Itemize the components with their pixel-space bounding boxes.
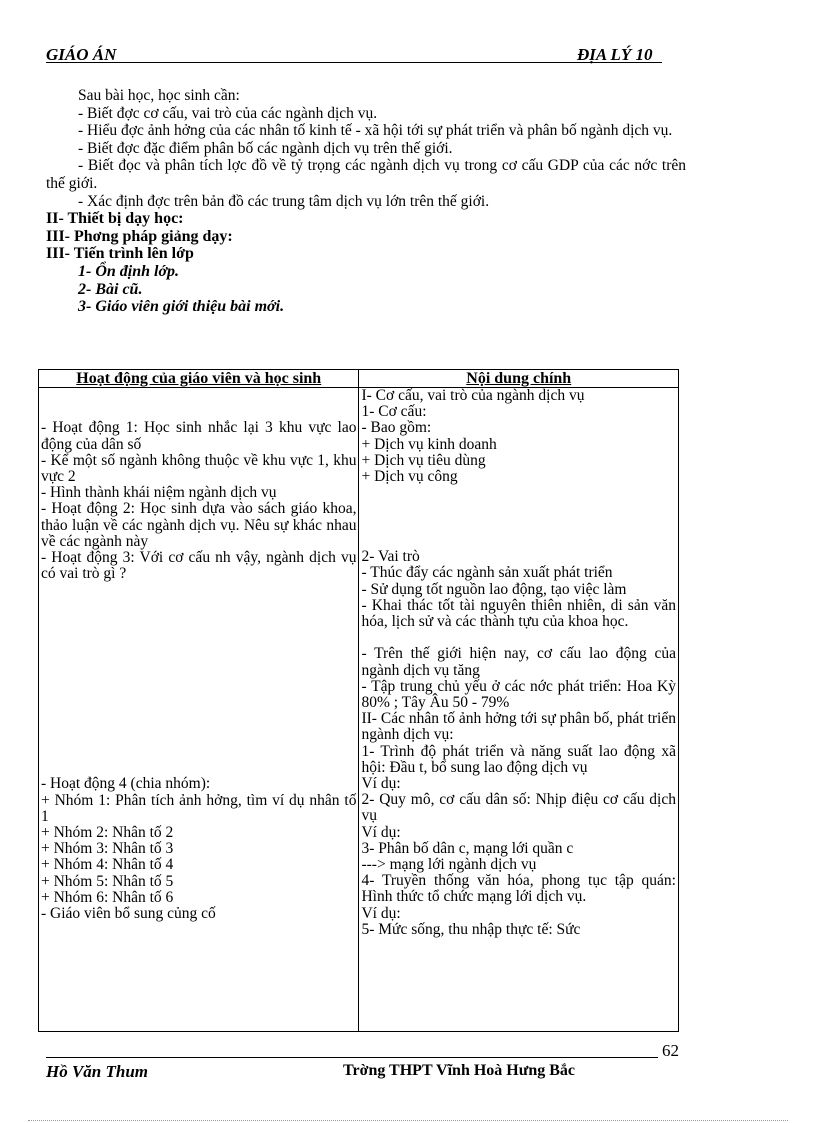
header-rule [46, 62, 662, 63]
table-line: + Nhóm 2: Nhân tố 2 [41, 824, 174, 842]
footer-author: Hồ Văn Thum [46, 1062, 149, 1081]
table-line: 3- Phân bố dân c, mạng lới quần c [361, 839, 574, 857]
activity-block-2 [41, 776, 356, 922]
table-line: I- Cơ cấu, vai trò của ngành dịch vụ [361, 387, 585, 404]
table-line: Ví dụ: [361, 904, 401, 922]
table-line: Ví dụ: [361, 823, 401, 841]
content-block-1 [361, 388, 676, 485]
table-line: + Nhóm 1: Phân tích ảnh hởng, tìm ví dụ nhân tố 1 [41, 791, 357, 825]
table-line: 1- Cơ cấu: [361, 403, 427, 421]
activity-block-1 [41, 420, 356, 582]
table-line: + Nhóm 3: Nhân tố 3 [41, 840, 174, 858]
table-line: + Nhóm 6: Nhân tố 6 [41, 888, 174, 906]
table-line: - Sử dụng tốt nguồn lao động, tạo việc làm [361, 580, 627, 598]
objective-item: - Biết đọc và phân tích lợc đồ về tỷ trọng các ngành dịch vụ trong cơ cấu GDP của các nớc trên thế giới. [46, 157, 686, 192]
section-heading: II- Thiết bị dạy học: [46, 210, 184, 228]
table-line: + Nhóm 5: Nhân tố 5 [41, 872, 174, 890]
objective-intro: Sau bài học, học sinh cần: [78, 87, 240, 104]
table-line: + Nhóm 4: Nhân tố 4 [41, 856, 174, 874]
step-item: 2- Bài cũ. [78, 280, 143, 298]
table-row [39, 388, 679, 1032]
table-line: - Khai thác tốt tài nguyên thiên nhiên, di sản văn hóa, lịch sử và các thành tựu của khoa học. [361, 596, 676, 631]
table-line: 2- Vai trò [361, 548, 420, 566]
table-line: - Hoạt động 4 (chia nhóm): [41, 775, 211, 793]
table-line: - Bao gồm: [361, 419, 432, 437]
table-line: - Tập trung chủ yếu ở các nớc phát triển: Hoa Kỳ 80% ; Tây Âu 50 - 79% [361, 677, 676, 712]
table-line: II- Các nhân tố ảnh hởng tới sự phân bố, phát triển ngành dịch vụ: [361, 710, 676, 744]
table-line: - Hoạt động 2: Học sinh dựa vào sách giáo khoa, thảo luận về các ngành dịch vụ. Nêu sự khác nhau về các ngành này [41, 500, 357, 550]
objective-item: - Biết đợc đặc điểm phân bố các ngành dịch vụ trên thế giới. [78, 139, 453, 157]
header-right: ĐỊA LÝ 10 [577, 45, 653, 64]
header-left: GIÁO ÁN [46, 45, 117, 64]
section-heading: III- Tiến trình lên lớp [46, 245, 194, 263]
table-line: Ví dụ: [361, 775, 401, 793]
intro-section [46, 87, 686, 316]
table-line: - Giáo viên bổ sung củng cố [41, 905, 216, 923]
table-line: 1- Trình độ phát triển và năng suất lao động xã hội: Đầu t, bổ sung lao động dịch vụ [361, 742, 676, 776]
content-block-2 [361, 549, 676, 630]
table-header-row [39, 370, 679, 388]
objective-item: - Xác định đợc trên bản đồ các trung tâm dịch vụ lớn trên thế giới. [78, 192, 490, 210]
table-line: - Kể một số ngành không thuộc về khu vực 1, khu vực 2 [41, 451, 357, 485]
table-line: 4- Truyền thống văn hóa, phong tục tập quán: Hình thức tổ chức mạng lới dịch vụ. [361, 872, 676, 906]
objective-item: - Hiểu đợc ảnh hởng của các nhân tố kinh tế - xã hội tới sự phát triển và phân bố ngành dịch vụ. [78, 122, 673, 140]
content-block-3 [361, 646, 676, 938]
section-heading: III- Phơng pháp giảng dạy: [46, 227, 233, 245]
table-line: + Dịch vụ tiêu dùng [361, 451, 486, 469]
page-number: 62 [662, 1041, 679, 1060]
table-line: - Hình thành khái niệm ngành dịch vụ [41, 484, 277, 502]
table-line: - Thúc đẩy các ngành sản xuất phát triển [361, 564, 613, 582]
col2-header: Nội dung chính [359, 370, 679, 388]
footer-rule [46, 1057, 658, 1058]
table-line: - Hoạt động 1: Học sinh nhắc lại 3 khu vực lao động của dân số [41, 419, 357, 453]
table-line: - Hoạt động 3: Với cơ cấu nh vậy, ngành dịch vụ có vai trò gì ? [41, 549, 357, 583]
table-line: 5- Mức sống, thu nhập thực tế: Sức [361, 920, 581, 938]
table-line: - Trên thế giới hiện nay, cơ cấu lao động của ngành dịch vụ tăng [361, 645, 676, 679]
table-line: + Dịch vụ kinh doanh [361, 435, 497, 453]
teacher-activities [39, 388, 359, 1032]
lesson-table [38, 369, 679, 1032]
table-line: ---> mạng lới ngành dịch vụ [361, 856, 537, 874]
footer-school: Trờng THPT Vĩnh Hoà Hưng Bắc [343, 1062, 575, 1079]
main-content [359, 388, 679, 1032]
step-item: 1- Ổn định lớp. [78, 262, 180, 280]
page-edge-dotted-line [28, 1120, 788, 1121]
table-line: + Dịch vụ công [361, 468, 458, 486]
col1-header: Hoạt động của giáo viên và học sinh [39, 370, 359, 388]
step-item: 3- Giáo viên giới thiệu bài mới. [78, 298, 285, 316]
objective-item: - Biết đợc cơ cấu, vai trò của các ngành dịch vụ. [78, 104, 378, 122]
table-line: 2- Quy mô, cơ cấu dân số: Nhịp điệu cơ cấu dịch vụ [361, 791, 676, 825]
